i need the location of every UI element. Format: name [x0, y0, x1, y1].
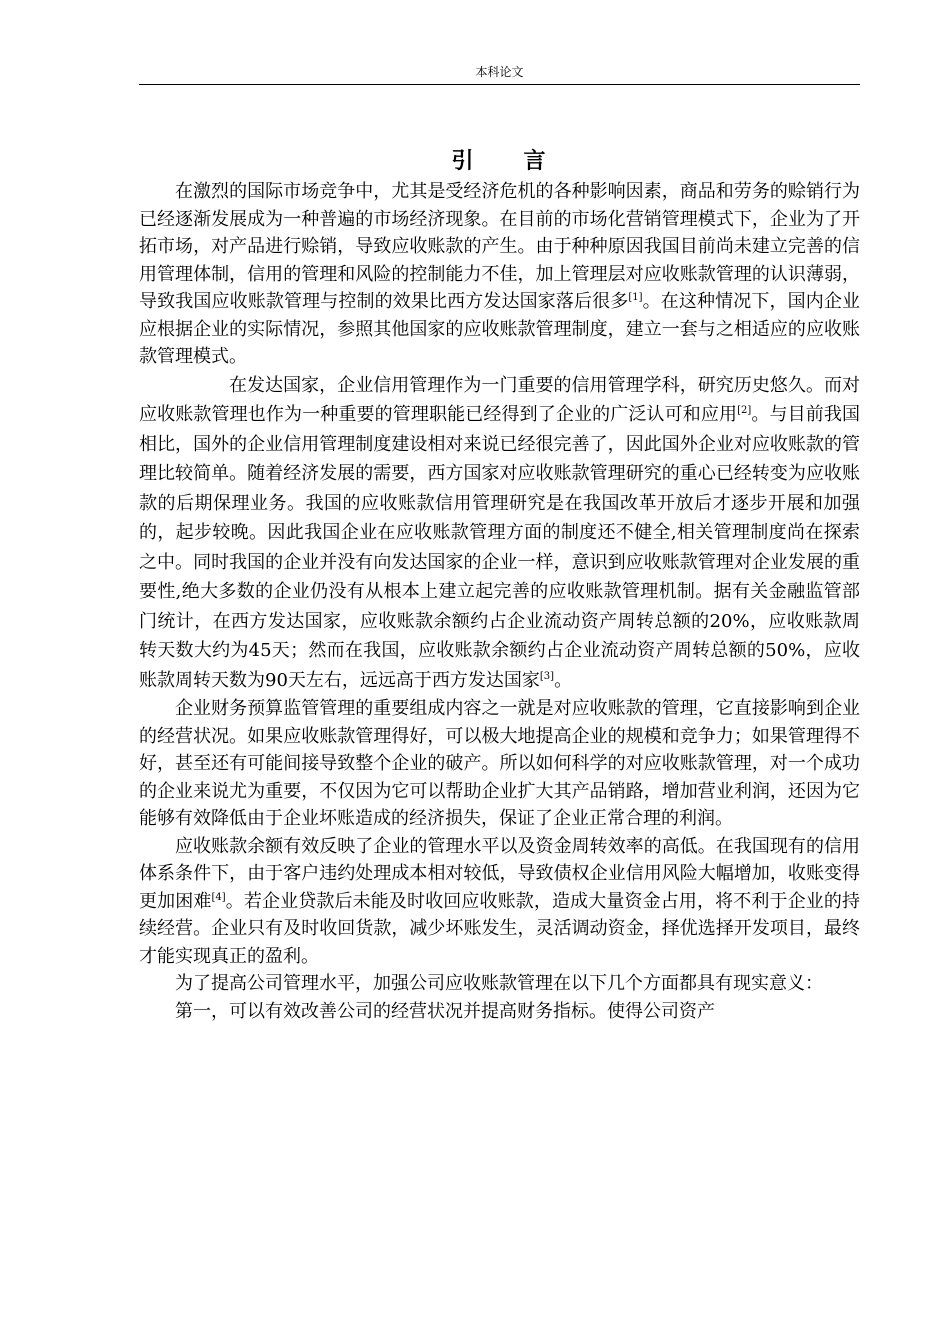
- section-title-part-1: 引: [451, 149, 476, 174]
- paragraph-5: 为了提高公司管理水平，加强公司应收账款管理在以下几个方面都具有现实意义：: [175, 973, 823, 994]
- citation-1: [1]: [628, 292, 643, 303]
- paragraph-3: 企业财务预算监管管理的重要组成内容之一就是对应收账款的管理，它直接影响到企业的经营状况。如果应收账款管理得好，可以极大地提高企业的规模和竞争力；如果管理得不好，甚至还有可能间接导致整个企业的破产。所以如何科学的对应收账款管理，对一个成功的企业来说尤为重要，不仅因为它可以帮助企业扩大其产品销路，增加营业利润，还因为它能够有效降低由于企业坏账造成的经济损失，保证了企业正常合理的利润。: [139, 698, 860, 829]
- document-body: [139, 146, 860, 1025]
- citation-3: [3]: [539, 670, 555, 682]
- paragraph-4: 应收账款余额有效反映了企业的管理水平以及资金周转效率的高低。在我国现有的信用体系条件下，由于客户违约处理成本相对较低，导致债权企业信用风险大幅增加，收账变得更加困难[4]。若企业贷款后未能及时收回应收账款，造成大量资金占用，将不利于企业的持续经营。企业只有及时收回货款，减少坏账发生，灵活调动资金，择优选择开发项目，最终才能实现真正的盈利。: [139, 835, 861, 967]
- section-title: [139, 146, 860, 178]
- paragraph-6: 第一，可以有效改善公司的经营状况并提高财务指标。使得公司资产: [175, 1000, 715, 1022]
- citation-4: [4]: [211, 891, 226, 903]
- running-header: 本科论文: [475, 65, 524, 79]
- header-divider: [139, 84, 860, 85]
- paragraph-2: 在发达国家，企业信用管理作为一门重要的信用管理学科，研究历史悠久。而对应收账款管理也作为一种重要的管理职能已经得到了企业的广泛认可和应用[2]。与目前我国相比，国外的企业信用管理制度建设相对来说已经很完善了，因此国外企业对应收账款的管理比较简单。随着经济发展的需要，西方国家对应收账款管理研究的重心已经转变为应收账款的后期保理业务。我国的应收账款信用管理研究是在我国改革开放后才逐步开展和加强的，起步较晚。因此我国企业在应收账款管理方面的制度还不健全,相关管理制度尚在探索之中。同时我国的企业并没有向发达国家的企业一样，意识到应收账款管理对企业发展的重要性,绝大多数的企业仍没有从根本上建立起完善的应收账款管理机制。据有关金融监管部门统计，在西方发达国家，应收账款余额约占企业流动资产周转总额的20%，应收账款周转天数大约为45天；然而在我国，应收账款余额约占企业流动资产周转总额的50%，应收账款周转天数为90天左右，远远高于西方发达国家[3]。: [139, 374, 861, 691]
- paragraph-1: 在激烈的国际市场竞争中，尤其是受经济危机的各种影响因素，商品和劳务的赊销行为已经逐渐发展成为一种普遍的市场经济现象。在目前的市场化营销管理模式下，企业为了开拓市场，对产品进行赊销，导致应收账款的产生。由于种种原因我国目前尚未建立完善的信用管理体制，信用的管理和风险的控制能力不佳，加上管理层对应收账款管理的认识薄弱，导致我国应收账款管理与控制的效果比西方发达国家落后很多[1]。在这种情况下，国内企业应根据企业的实际情况，参照其他国家的应收账款管理制度，建立一套与之相适应的应收账款管理模式。: [139, 181, 861, 367]
- section-title-part-2: 言: [523, 149, 548, 174]
- citation-2: [2]: [737, 405, 752, 416]
